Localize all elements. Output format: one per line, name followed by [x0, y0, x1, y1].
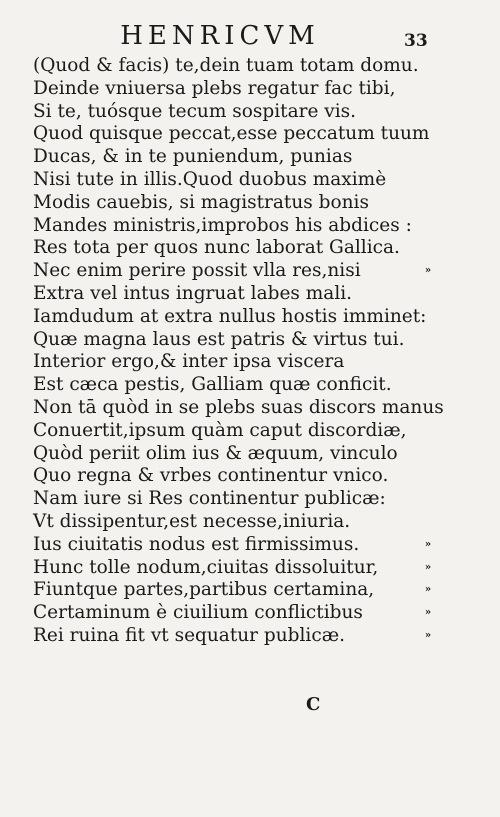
- margin-mark: »: [424, 607, 432, 619]
- margin-mark: »: [424, 584, 432, 596]
- verse-line: Quòd periit olim ius & æquum, vinculo: [33, 442, 398, 464]
- verse-line: Interior ergo,& inter ipsa viscera: [33, 351, 345, 373]
- margin-mark: [416, 192, 440, 215]
- verse-line: Modis cauebis, si magistratus bonis: [33, 191, 369, 213]
- margin-mark: [416, 465, 440, 488]
- verse-line: Extra vel intus ingruat labes mali.: [33, 282, 353, 304]
- verse-line: Mandes ministris,improbos his abdices :: [33, 214, 412, 236]
- verse-line: Deinde vniuersa plebs regatur fac tibi,: [33, 77, 396, 99]
- verse-line: Non tā quòd in se plebs suas discors manus: [33, 396, 444, 418]
- verse-line: Conuertit,ipsum quàm caput discordiæ,: [33, 419, 407, 441]
- verse-line: Quo regna & vrbes continentur vnico.: [33, 465, 389, 487]
- verse-line: Est cæca pestis, Galliam quæ conficit.: [33, 374, 392, 396]
- verse-line: Ducas, & in te puniendum, punias: [33, 146, 353, 168]
- margin-mark: [416, 101, 440, 124]
- verse-line: Quod quisque peccat,esse peccatum tuum: [33, 123, 430, 145]
- verse-line: Res tota per quos nunc laborat Gallica.: [33, 237, 400, 259]
- margin-mark: [416, 78, 440, 101]
- verse-line: Fiuntque partes,partibus certamina,: [33, 579, 375, 601]
- margin-mark: [416, 420, 440, 443]
- verse-line: Rei ruina fit vt sequatur publicæ.: [33, 624, 345, 646]
- signature-mark: C: [306, 694, 321, 715]
- margin-mark: »: [424, 561, 432, 573]
- margin-mark: [416, 146, 440, 169]
- verse-line: Si te, tuósque tecum sospitare vis.: [33, 100, 357, 122]
- margin-mark: [416, 169, 440, 192]
- verse-line: Nisi tute in illis.Quod duobus maximè: [33, 168, 387, 190]
- margin-mark: »: [424, 629, 432, 641]
- margin-mark: [416, 55, 440, 78]
- margin-quote-marks: [416, 55, 440, 648]
- margin-mark: [416, 351, 440, 374]
- margin-mark: [416, 237, 440, 260]
- verse-line: Iamdudum at extra nullus hostis imminet:: [33, 305, 427, 327]
- verse-line: Quæ magna laus est patris & virtus tui.: [33, 328, 405, 350]
- margin-mark: »: [424, 265, 432, 277]
- margin-mark: [416, 306, 440, 329]
- running-head: HENRICVM: [120, 21, 320, 51]
- verse-text: [33, 55, 444, 648]
- margin-mark: [416, 397, 440, 420]
- verse-line: Nec enim perire possit vlla res,nisi: [33, 260, 361, 282]
- margin-mark: [416, 443, 440, 466]
- verse-line: Certaminum è ciuilium conflictibus: [33, 602, 363, 624]
- verse-line: Hunc tolle nodum,ciuitas dissoluitur,: [33, 556, 379, 578]
- margin-mark: [416, 374, 440, 397]
- page-number: 33: [404, 31, 428, 51]
- margin-mark: [416, 488, 440, 511]
- verse-line: (Quod & facis) te,dein tuam totam domu.: [33, 55, 419, 76]
- margin-mark: [416, 283, 440, 306]
- margin-mark: [416, 329, 440, 352]
- margin-mark: [416, 511, 440, 534]
- verse-line: Vt dissipentur,est necesse,iniuria.: [33, 510, 351, 532]
- margin-mark: [416, 123, 440, 146]
- margin-mark: [416, 215, 440, 238]
- verse-line: Ius ciuitatis nodus est firmissimus.: [33, 533, 360, 555]
- margin-mark: »: [424, 538, 432, 550]
- verse-line: Nam iure si Res continentur publicæ:: [33, 488, 386, 510]
